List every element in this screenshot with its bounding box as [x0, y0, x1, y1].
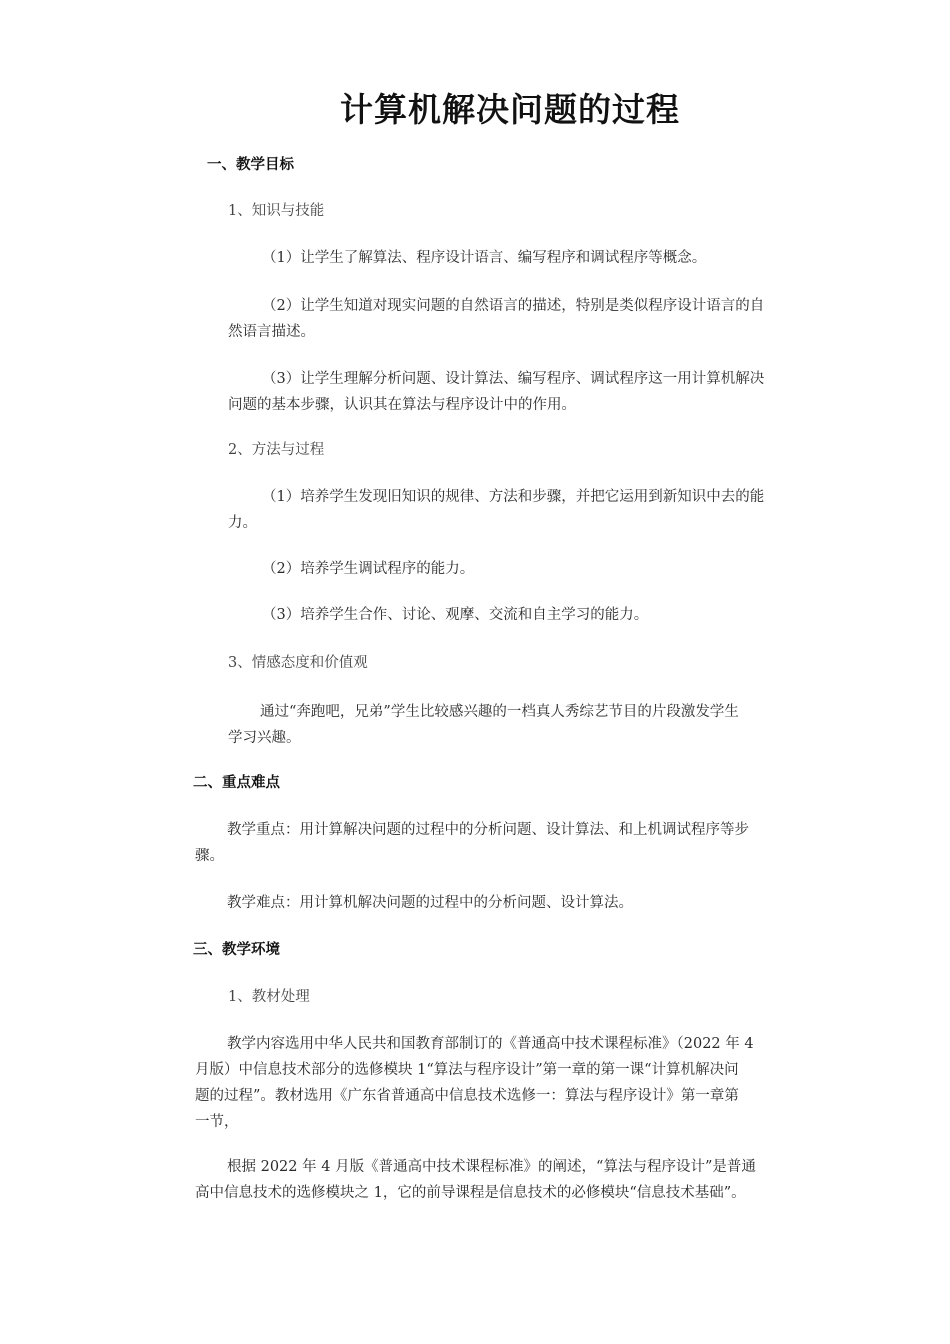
paragraph-line: 问题的基本步骤，认识其在算法与程序设计中的作用。 — [228, 397, 576, 413]
document-title: 计算机解决问题的过程 — [340, 90, 680, 129]
paragraph-method-1 — [228, 484, 818, 536]
section-heading-environment: 三、教学环境 — [193, 942, 280, 958]
paragraph-method-2 — [228, 556, 818, 582]
paragraph-line: 骤。 — [195, 848, 224, 864]
paragraph-method-3 — [228, 602, 818, 628]
paragraph-line: 题的过程”。教材选用《广东省普通高中信息技术选修一：算法与程序设计》第一章第 — [195, 1088, 739, 1104]
paragraph-line: （1）让学生了解算法、程序设计语言、编写程序和调试程序等概念。 — [262, 250, 707, 266]
subheading-attitude-values: 3、情感态度和价值观 — [228, 655, 368, 671]
subheading-knowledge-skills: 1、知识与技能 — [228, 203, 325, 219]
paragraph-line: 教学内容选用中华人民共和国教育部制订的《普通高中技术课程标准》（2022 年 4 — [227, 1036, 754, 1052]
paragraph-line: （3）培养学生合作、讨论、观摩、交流和自主学习的能力。 — [262, 607, 649, 623]
paragraph-line: 高中信息技术的选修模块之 1，它的前导课程是信息技术的必修模块“信息技术基础”。 — [195, 1185, 746, 1201]
section-heading-objectives: 一、教学目标 — [207, 157, 294, 173]
paragraph-line: 一节， — [195, 1114, 239, 1130]
paragraph-textbook-2 — [195, 1154, 815, 1206]
paragraph-line: 然语言描述。 — [228, 324, 315, 340]
paragraph-knowledge-2 — [228, 293, 818, 345]
paragraph-line: 学习兴趣。 — [228, 730, 301, 746]
paragraph-line: 力。 — [228, 515, 257, 531]
paragraph-key-point — [195, 817, 815, 869]
paragraph-difficult-point — [195, 890, 815, 916]
paragraph-line: 通过“奔跑吧，兄弟”学生比较感兴趣的一档真人秀综艺节目的片段激发学生 — [260, 704, 739, 720]
paragraph-line: （3）让学生理解分析问题、设计算法、编写程序、调试程序这一用计算机解决 — [262, 371, 765, 387]
section-heading-key-points: 二、重点难点 — [193, 775, 280, 791]
paragraph-line: （2）培养学生调试程序的能力。 — [262, 561, 475, 577]
paragraph-attitude-1 — [228, 699, 818, 751]
paragraph-knowledge-3 — [228, 366, 818, 418]
paragraph-line: 月版）中信息技术部分的选修模块 1“算法与程序设计”第一章的第一课“计算机解决问 — [195, 1062, 739, 1078]
paragraph-line: （1）培养学生发现旧知识的规律、方法和步骤，并把它运用到新知识中去的能 — [262, 489, 765, 505]
paragraph-line: 教学重点：用计算解决问题的过程中的分析问题、设计算法、和上机调试程序等步 — [227, 822, 749, 838]
paragraph-line: （2）让学生知道对现实问题的自然语言的描述，特别是类似程序设计语言的自 — [262, 298, 765, 314]
paragraph-line: 教学难点：用计算机解决问题的过程中的分析问题、设计算法。 — [227, 895, 633, 911]
paragraph-line: 根据 2022 年 4 月版《普通高中技术课程标准》的阐述，“算法与程序设计”是普通 — [227, 1159, 756, 1175]
paragraph-knowledge-1 — [228, 245, 818, 271]
paragraph-textbook-1 — [195, 1031, 815, 1135]
subheading-method-process: 2、方法与过程 — [228, 442, 325, 458]
subheading-textbook: 1、教材处理 — [228, 989, 310, 1005]
